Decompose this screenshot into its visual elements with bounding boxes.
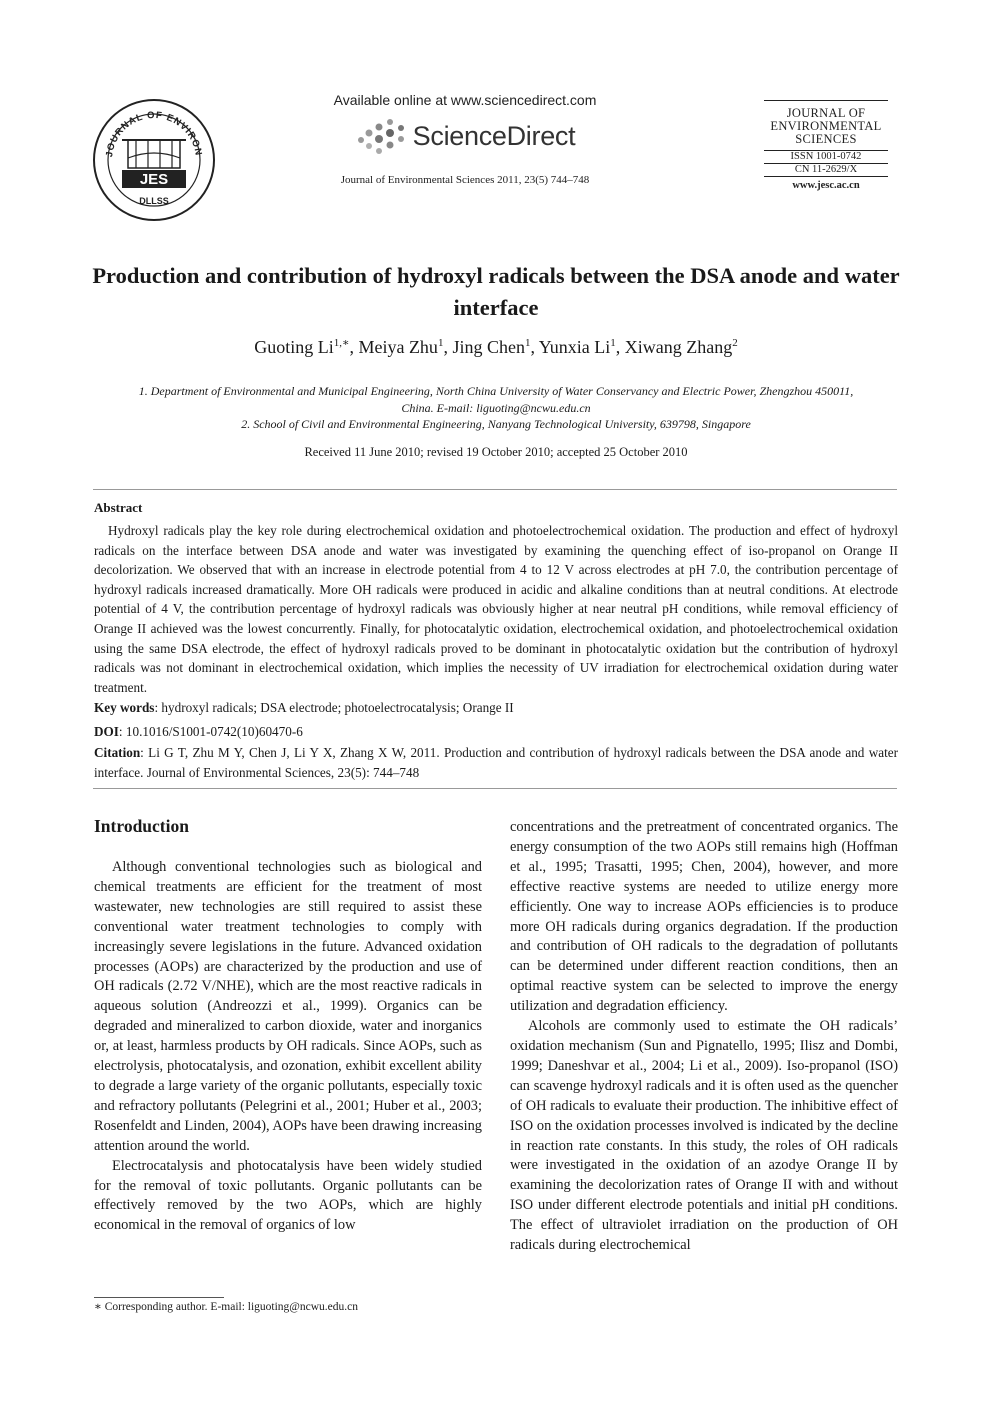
author-name: Guoting Li [254, 337, 334, 357]
journal-cn: CN 11-2629/X [794, 164, 858, 175]
author-name: Yunxia Li [538, 337, 611, 357]
footnote-rule [94, 1297, 224, 1298]
author-affiliation-mark: 1 [524, 337, 531, 349]
keywords [94, 698, 898, 718]
affiliation-1-cont: China. E-mail: liguoting@ncwu.edu.cn [401, 400, 591, 415]
body-paragraph: Electrocatalysis and photocatalysis have been widely studied for the removal of toxic pollutants. Organic pollutants can be effectively removed by the two AOPs, which are highly economical in the removal of organics of low [94, 1157, 482, 1234]
journal-title-line-2: ENVIRONMENTAL [770, 119, 882, 133]
citation-value: : Li G T, Zhu M Y, Chen J, Li Y X, Zhang X W, 2011. Production and contribution of hydroxyl radicals between the DSA anode and water interface. Journal of Environmental Sciences, 23(5): 744–748 [94, 745, 898, 780]
doi-value[interactable]: : 10.1016/S1001-0742(10)60470-6 [118, 724, 303, 739]
author-name: Meiya Zhu [358, 337, 438, 357]
journal-url: www.jesc.ac.cn [792, 180, 860, 191]
keywords-value: : hydroxyl radicals; DSA electrode; photoelectrocatalysis; Orange II [154, 700, 514, 715]
citation [94, 743, 898, 782]
divider [93, 489, 897, 490]
body-paragraph: Although conventional technologies such as biological and chemical treatments are efficient for the treatment of most wastewater, new technologies are still required to assist these conventional water treatment technologies to comply with increasingly severe legislations in the future. Advanced oxidation processes (AOPs) are characterized by the production and use of OH radicals (2.72 V/NHE), which are the most reactive radicals in aqueous solution (Andreozzi et al., 1999). Organics can be degraded and mineralized to carbon dioxide, water and inorganics or, at least, harmless products by OH radicals. Since AOPs, such as electrolysis, photocatalysis, and ozonation, exhibit excellent ability to degrade a large variety of the organic pollutants, especially toxic and refractory pollutants (Pelegrini et al., 2001; Huber et al., 2003; Rosenfeldt and Linden, 2004), AOPs have been drawing increasing attention around the world. [94, 859, 482, 1154]
journal-citation-line: Journal of Environmental Sciences 2011, 23(5) 744–748 [340, 174, 590, 186]
abstract-text: Hydroxyl radicals play the key role during electrochemical oxidation and photoelectrochemical oxidation. The production and effect of hydroxyl radicals on the interface between DSA anode and water was investigated by examining the quenching effect of iso-propanol on Orange II decolorization. We observed that with an increase in electrode potential from 4 to 12 V across electrodes at pH 7.0, the contribution percentage of hydroxyl radicals increased dramatically. More OH radicals were produced in acidic and alkaline conditions than at neutral conditions. At electrode potential of 4 V, the contribution percentage of hydroxyl radicals was obviously higher at near neutral pH conditions, while removal efficiency of Orange II achieved was the lowest concurrently. Finally, for photocatalytic oxidation, electrochemical oxidation, and photoelectrochemical oxidation using the same DSA electrode, the effect of hydroxyl radicals proved to be dominant in photocatalytic oxidation but the contribution of hydroxyl radicals was not dominant in electrochemical oxidation, which implies the necessity of UV irradiation for electrochemical oxidation during water treatment. [94, 523, 898, 695]
body-column-left [94, 858, 482, 1236]
article-title: Production and contribution of hydroxyl radicals between the DSA anode and water interface [92, 263, 900, 320]
author-name: Jing Chen [452, 337, 525, 357]
journal-masthead [764, 100, 888, 192]
seal-ring-text: JOURNAL OF ENVIRON [104, 109, 204, 158]
sciencedirect-brand [300, 114, 630, 158]
affiliation-1: 1. Department of Environmental and Municipal Engineering, North China University of Water Conservancy and Electric Power, Zhengzhou 450011, [138, 384, 854, 398]
introduction-heading: Introduction [94, 816, 189, 836]
affiliation-2: 2. School of Civil and Environmental Engineering, Nanyang Technological University, 639798, Singapore [241, 417, 751, 431]
seal-bottom-text: DLLSS [139, 196, 169, 206]
body-column-right [510, 818, 898, 1256]
sciencedirect-header [300, 92, 630, 186]
seal-jes-mark: JES [139, 171, 169, 188]
author-affiliation-mark: 1 [610, 337, 616, 349]
divider [93, 788, 897, 789]
author-affiliation-mark: 2 [732, 337, 738, 349]
author-affiliation-mark: 1,∗ [333, 337, 350, 349]
abstract-heading: Abstract [94, 500, 143, 515]
doi-label: DOI [94, 724, 119, 739]
journal-title-line-1: JOURNAL OF [786, 106, 866, 120]
doi [94, 722, 898, 742]
keywords-label: Key words [94, 700, 155, 715]
author-name: Xiwang Zhang [624, 337, 733, 357]
sciencedirect-wordmark: ScienceDirect [412, 120, 576, 151]
affiliations [90, 383, 902, 433]
citation-label: Citation [94, 745, 141, 760]
body-paragraph: concentrations and the pretreatment of concentrated organics. The energy consumption of the two AOPs still remains high (Hoffman et al., 1995; Trasatti, 1995; Chen, 2004), however, and more effective reactive systems are needed to utilize energy more efficiently. One way to increase AOPs efficiencies is to produce more OH radicals during organics degradation. If the production and contribution of OH radicals to the degradation of pollutants can be determined under different reaction conditions, then an optimal reactive system can be selected to improve the energy utilization and degradation efficiency. [510, 819, 898, 1015]
author-list: Guoting $Li^{1,∗}$, Meiya Zhu$^1$, Jing Chen$^1$, Yunxia Li$^1$, Xiwang Zhang$^2$ [254, 337, 738, 357]
journal-seal-logo [92, 98, 216, 222]
received-dates: Received 11 June 2010; revised 19 October 2010; accepted 25 October 2010 [304, 445, 688, 459]
available-online-text: Available online at www.sciencedirect.com [333, 92, 597, 108]
sciencedirect-dots-icon [355, 116, 407, 156]
body-paragraph: Alcohols are commonly used to estimate the OH radicals’ oxidation mechanism (Sun and Pignatello, 1995; Ilisz and Dombi, 1999; Daneshvar et al., 2004; Li et al., 2009). Iso-propanol (ISO) can scavenge hydroxyl radicals and it is often used as the quencher of OH radicals to evaluate their production. The inhibitive effect of ISO on the oxidation processes involved is indicated by the decline in reaction rate constants. In this study, the roles of OH radicals were investigated in the oxidation of an azodye Orange II by examining the decolorization rates of Orange II with and without ISO under different electrode potentials and initial pH conditions. The effect of ultraviolet irradiation on the production of OH radicals during electrochemical [510, 1018, 898, 1254]
journal-issn: ISSN 1001-0742 [790, 151, 862, 162]
journal-title-line-3: SCIENCES [795, 132, 857, 146]
journal-title-block [764, 101, 888, 146]
author-affiliation-mark: 1 [437, 337, 444, 349]
corresponding-author-footnote: ∗ Corresponding author. E-mail: liguoting@ncwu.edu.cn [94, 1301, 359, 1313]
